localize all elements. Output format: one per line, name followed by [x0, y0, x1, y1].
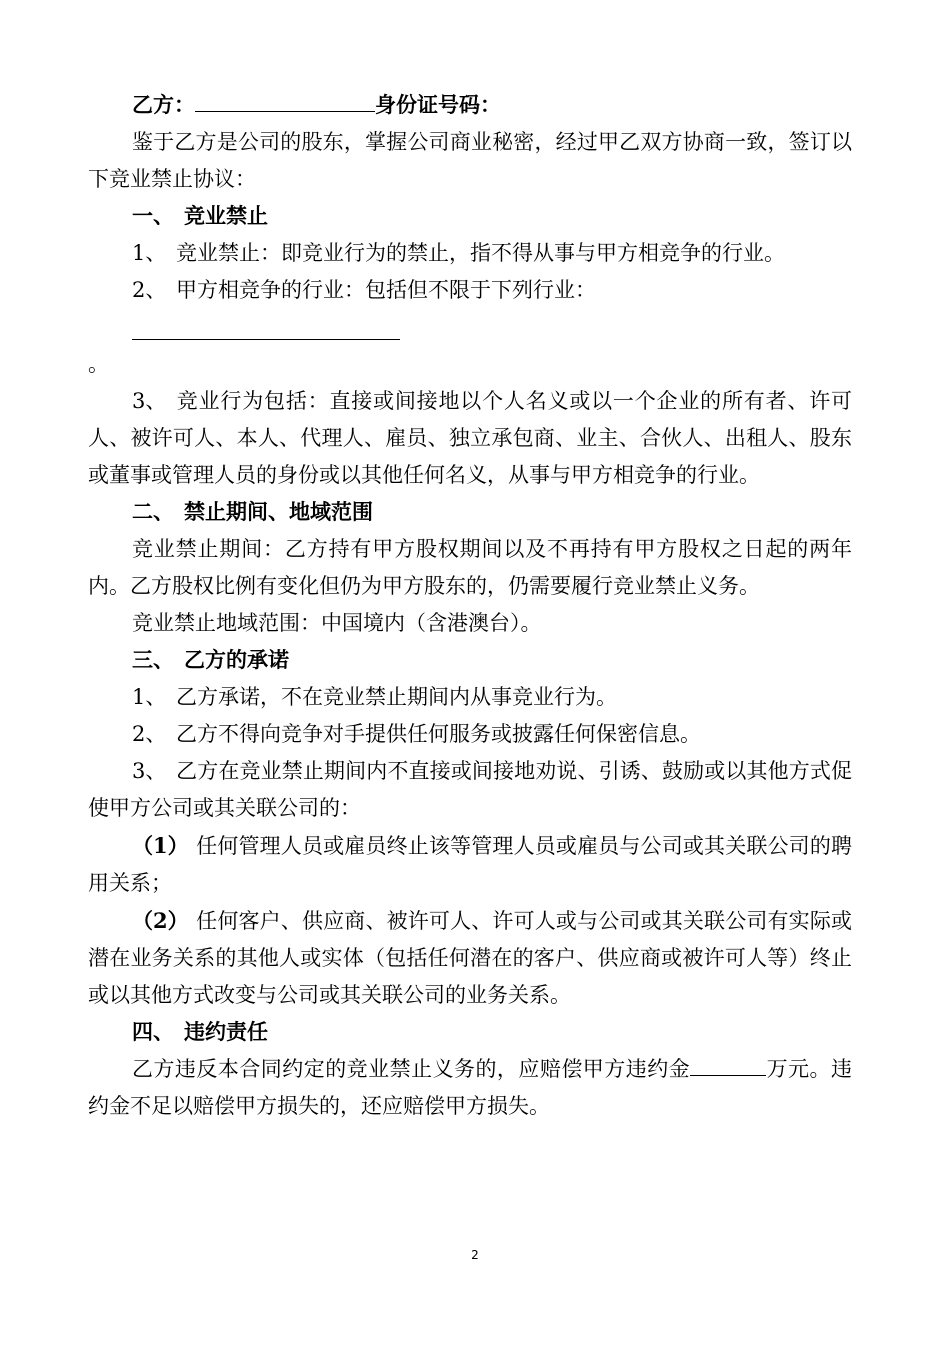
- party-b-label: 乙方：: [132, 93, 195, 117]
- section1-item-3: [88, 383, 852, 494]
- document-page: [88, 86, 852, 1125]
- section4-num: 四、: [132, 1020, 174, 1044]
- section1-title: 竞业禁止: [184, 204, 268, 228]
- item-text: 乙方在竞业禁止期间内不直接或间接地劝说、引诱、鼓励或以其他方式促使甲方公司或其关联公司的：: [88, 759, 852, 820]
- section1-item-2: [88, 272, 852, 309]
- item-number: 1、: [132, 241, 167, 265]
- party-b-name-blank[interactable]: [195, 89, 375, 112]
- section4-title: 违约责任: [184, 1020, 268, 1044]
- section3-item-2: [88, 716, 852, 753]
- item-number: 2、: [132, 278, 167, 302]
- section3-heading: [88, 642, 852, 679]
- section2-title: 禁止期间、地域范围: [184, 500, 373, 524]
- item-text: 竞业禁止：即竞业行为的禁止，指不得从事与甲方相竞争的行业。: [176, 241, 785, 265]
- section2-num: 二、: [132, 500, 174, 524]
- subitem-text: 任何管理人员或雇员终止该等管理人员或雇员与公司或其关联公司的聘用关系；: [88, 834, 852, 895]
- subitem-number: （2）: [132, 908, 189, 933]
- item-text: 乙方承诺，不在竞业禁止期间内从事竞业行为。: [176, 685, 617, 709]
- subitem-text: 任何客户、供应商、被许可人、许可人或与公司或其关联公司有实际或潜在业务关系的其他人或实体（包括任何潜在的客户、供应商或被许可人等）终止或以其他方式改变与公司或其关联公司的业务关系。: [88, 909, 852, 1007]
- section3-item-1: [88, 679, 852, 716]
- section1-item-1: [88, 235, 852, 272]
- blank-end-mark: 。: [88, 352, 109, 376]
- section1-heading: [88, 198, 852, 235]
- penalty-text-after: 万元。违约金不足以赔偿甲方损失的，还应赔偿甲方损失。: [88, 1057, 853, 1118]
- item-text: 甲方相竞争的行业：包括但不限于下列行业：: [176, 278, 596, 302]
- item-number: 3、: [132, 759, 167, 783]
- section2-heading: [88, 494, 852, 531]
- section2-period-paragraph: 竞业禁止期间：乙方持有甲方股权期间以及不再持有甲方股权之日起的两年内。乙方股权比例有变化但仍为甲方股东的，仍需要履行竞业禁止义务。: [88, 537, 852, 598]
- item-number: 2、: [132, 722, 167, 746]
- penalty-amount-blank[interactable]: [690, 1053, 766, 1076]
- section3-subitem-2: [88, 902, 852, 1014]
- subitem-number: （1）: [132, 833, 189, 858]
- section3-item-3: [88, 753, 852, 827]
- section2-region-paragraph: 竞业禁止地域范围：中国境内（含港澳台）。: [132, 611, 542, 635]
- intro-paragraph: 鉴于乙方是公司的股东，掌握公司商业秘密，经过甲乙双方协商一致，签订以下竞业禁止协议：: [88, 130, 852, 191]
- section1-num: 一、: [132, 204, 174, 228]
- item-text: 竞业行为包括：直接或间接地以个人名义或以一个企业的所有者、许可人、被许可人、本人、代理人、雇员、独立承包商、业主、合伙人、出租人、股东或董事或管理人员的身份或以其他任何名义，从事与甲方相竞争的行业。: [88, 389, 852, 487]
- page-number: 2: [471, 1248, 479, 1262]
- section4-paragraph: [88, 1051, 852, 1125]
- section3-num: 三、: [132, 648, 174, 672]
- section3-title: 乙方的承诺: [184, 648, 289, 672]
- section3-subitem-1: [88, 827, 852, 902]
- id-number-label: 身份证号码：: [375, 93, 501, 117]
- item-number: 3、: [132, 389, 167, 413]
- item-number: 1、: [132, 685, 167, 709]
- penalty-text-before: 乙方违反本合同约定的竞业禁止义务的，应赔偿甲方违约金: [132, 1057, 691, 1081]
- competing-industry-blank[interactable]: [132, 309, 400, 340]
- party-b-line: [88, 86, 852, 124]
- section4-heading: [88, 1014, 852, 1051]
- item-text: 乙方不得向竞争对手提供任何服务或披露任何保密信息。: [176, 722, 701, 746]
